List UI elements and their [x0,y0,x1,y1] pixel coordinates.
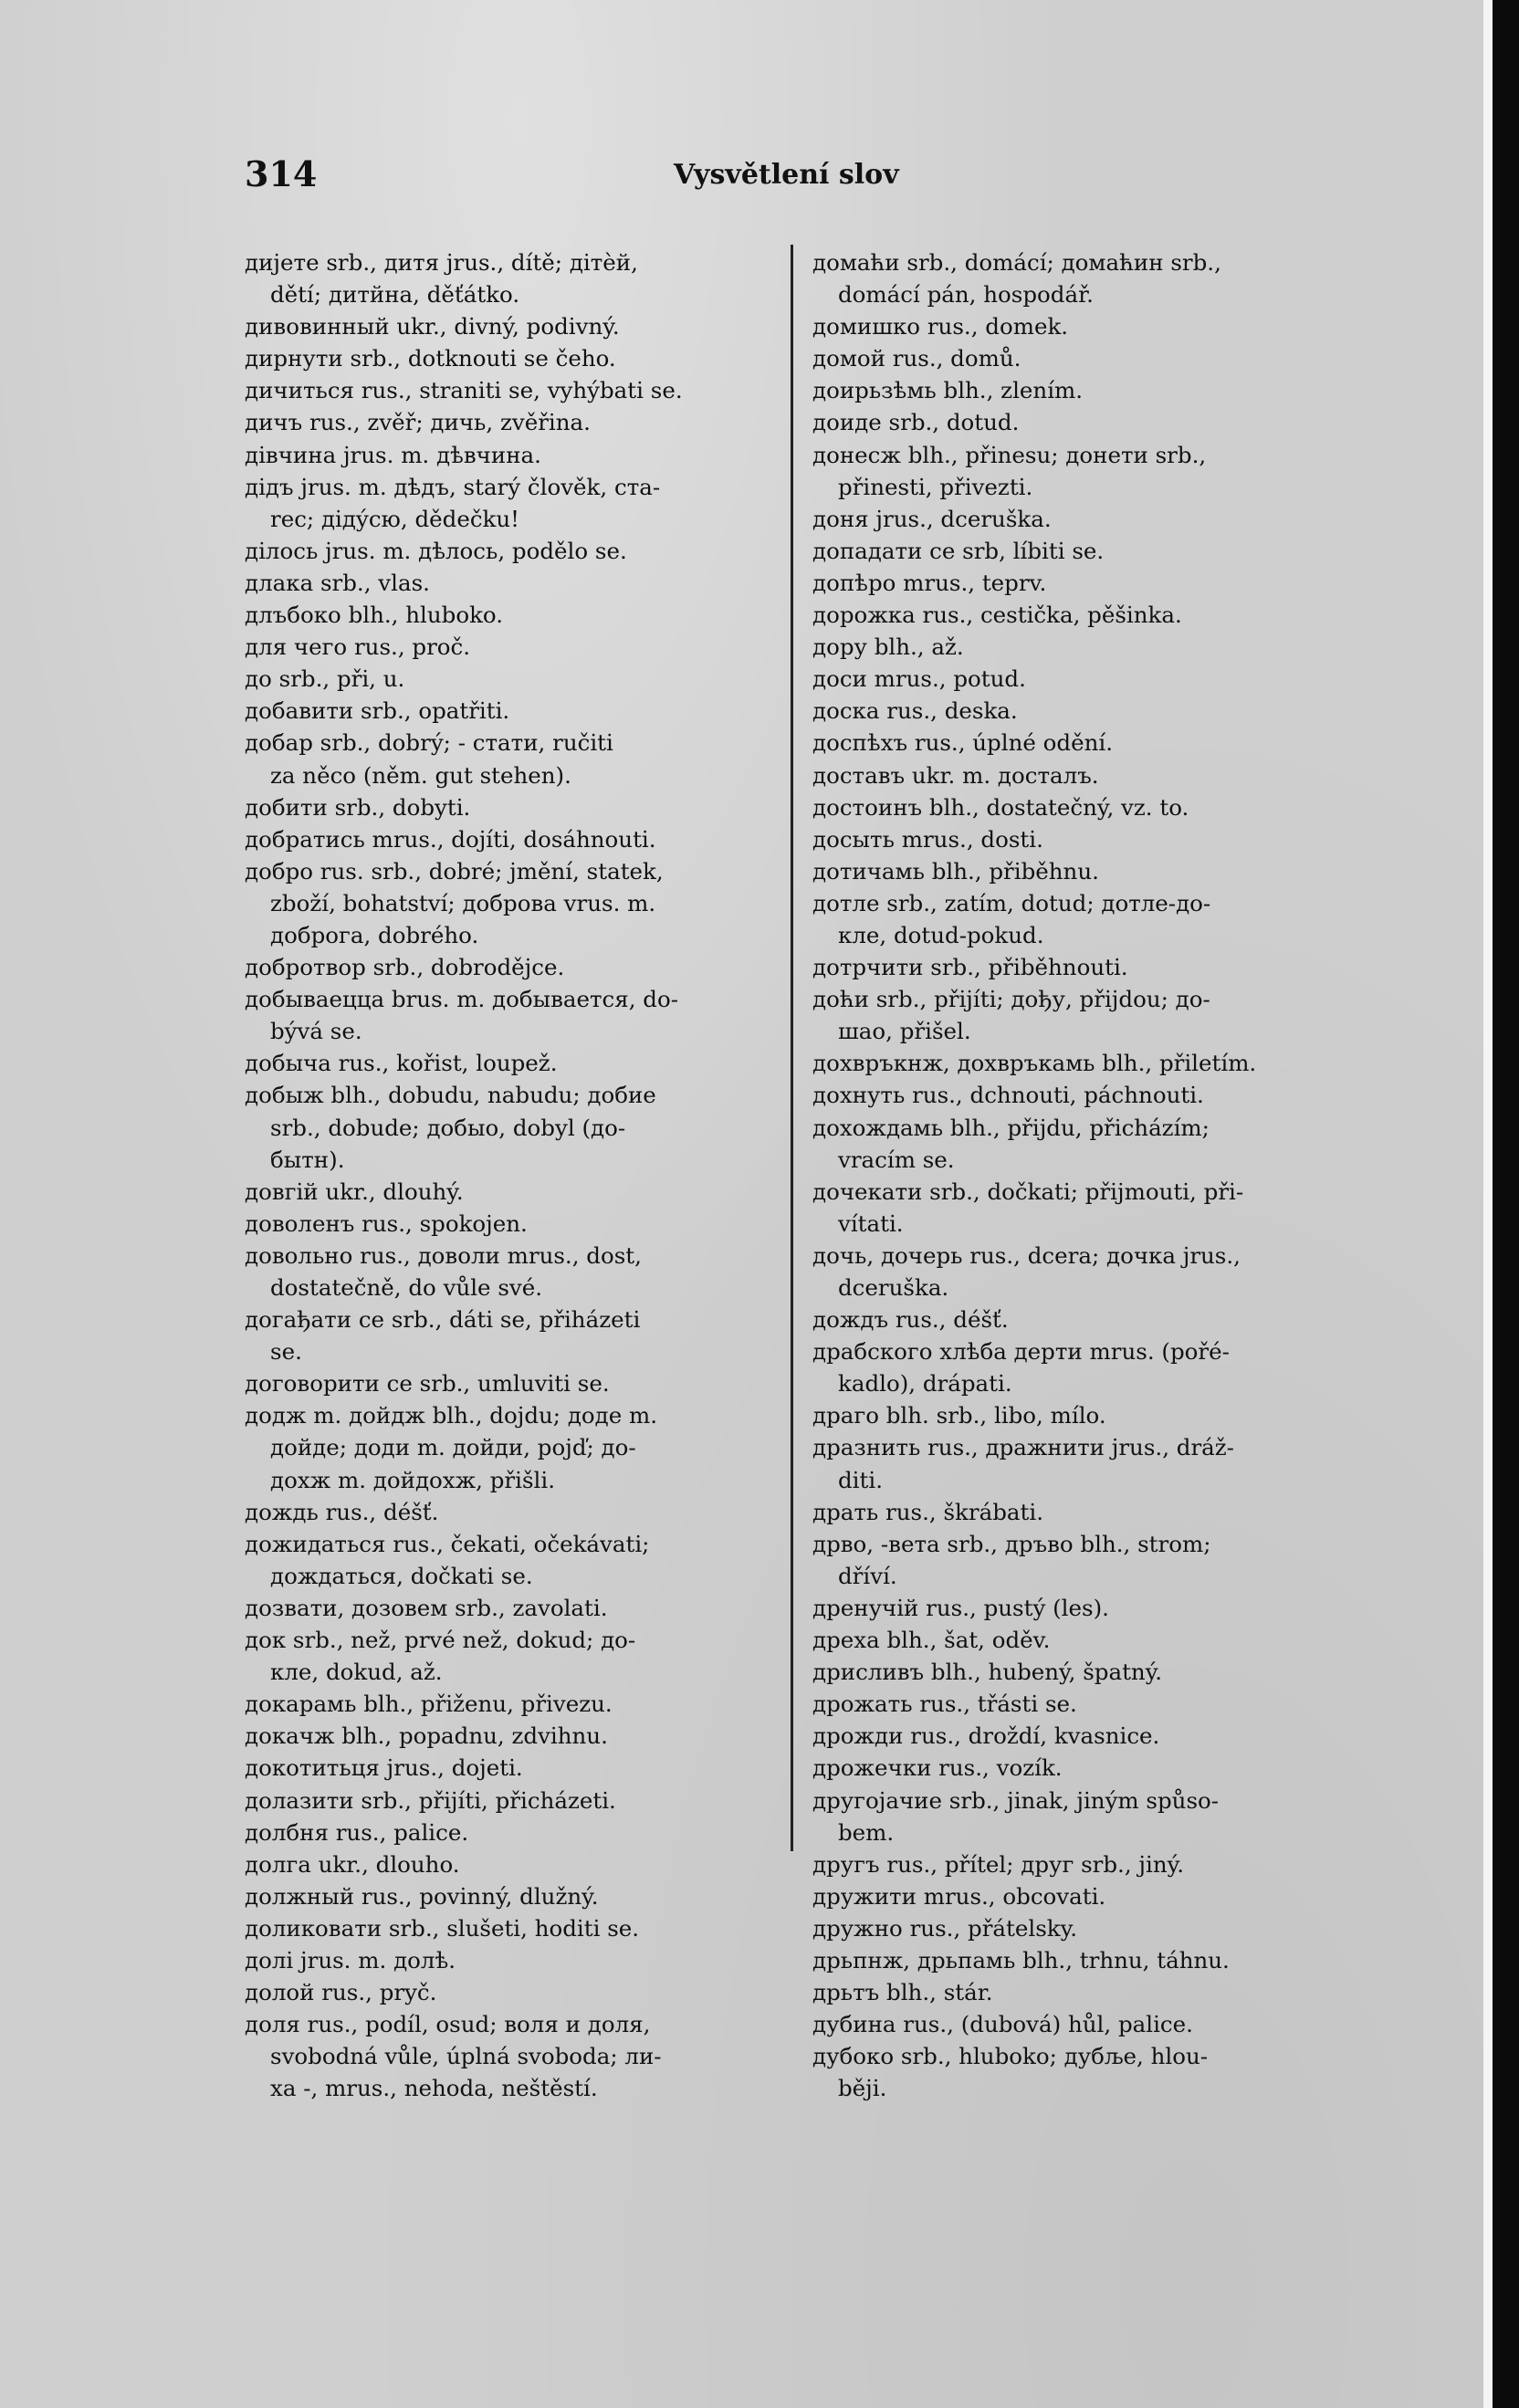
entry-line: дичъ rus., zvěř; дичь, zvěřina. [245,409,591,436]
entry-line: догађати се srb., dáti se, přiházeti [245,1306,641,1334]
dictionary-entry [812,1496,1351,1528]
entry-line: добыж blh., dobudu, nabudu; добие [245,1082,656,1109]
dictionary-entry [812,2040,1351,2104]
dictionary-entry [812,1944,1351,1976]
entry-line: добар srb., dobrý; - стати, ručiti [245,729,613,757]
entry-line: дохождамь blh., přijdu, přicházím; [812,1114,1210,1141]
entry-continuation-line: доброга, dobrého. [270,921,479,948]
entry-continuation-line: domácí pán, hospodář. [838,281,1094,309]
entry-line: драбского хлѣба дерти mrus. (pořé- [812,1338,1230,1366]
page-edge [1483,0,1493,2408]
dictionary-entry [245,342,774,374]
entry-line: доволенъ rus., spokojen. [245,1209,528,1237]
entry-continuation-line: přinesti, přivezti. [838,473,1033,500]
dictionary-entry [812,1431,1351,1495]
entry-line: добротвор srb., dobrodějce. [245,954,565,981]
entry-line: домаћи srb., domácí; домаћин srb., [812,249,1221,276]
entry-line: доирьзѣмь blh., zlením. [812,377,1084,404]
entry-continuation-line: diti. [838,1466,883,1493]
dictionary-entry [812,1528,1351,1592]
dictionary-entry [245,791,774,823]
dictionary-entry [245,951,774,983]
dictionary-entry [245,1079,774,1175]
entry-line: долбня rus., palice. [245,1818,469,1846]
entry-line: добываецца brus. m. добывается, do- [245,986,679,1013]
entry-continuation-line: dříví. [838,1562,897,1589]
dictionary-entry [245,1752,774,1784]
entry-continuation-line: дождаться, dočkati se. [270,1562,533,1589]
dictionary-entry [812,567,1351,599]
entry-line: достоинъ blh., dostatečný, vz. to. [812,793,1189,821]
entry-line: додж m. дойдж blh., dojdu; доде m. [245,1402,658,1429]
entry-line: дрожди rus., droždí, kvasnice. [812,1722,1160,1750]
entry-line: дружити mrus., obcovati. [812,1882,1106,1910]
dictionary-entry [245,1848,774,1880]
dictionary-entry [245,535,774,567]
dictionary-entry [812,1976,1351,2008]
dictionary-entry [245,246,774,310]
entry-continuation-line: бытн). [270,1146,345,1173]
dictionary-entry [812,1335,1351,1399]
entry-line: для чего rus., proč. [245,633,471,661]
dictionary-entry [245,1496,774,1528]
dictionary-entry [812,1079,1351,1111]
entry-line: дохвръкнж, дохвръкамь blh., přiletím. [812,1050,1257,1077]
entry-line: дохнуть rus., dchnouti, páchnouti. [812,1082,1204,1109]
dictionary-entry [812,1912,1351,1944]
entry-line: довольно rus., доволи mrus., dost, [245,1241,642,1269]
entry-line: долазити srb., přijíti, přicházeti. [245,1786,616,1814]
entry-continuation-line: vracím se. [838,1146,955,1173]
dictionary-entry [245,1976,774,2008]
entry-line: дрисливъ blh., hubený, špatný. [812,1659,1163,1686]
entry-line: долі jrus. m. долѣ. [245,1946,456,1974]
entry-line: допѣро mrus., teprv. [812,569,1047,596]
entry-line: ділось jrus. m. дѣлось, podělo se. [245,537,627,564]
entry-continuation-line: bývá se. [270,1018,362,1045]
dictionary-entry [812,855,1351,887]
dictionary-entry [812,727,1351,759]
entry-line: добратись mrus., dojíti, dosáhnouti. [245,825,656,853]
entry-continuation-line: шао, přišel. [838,1018,971,1045]
dictionary-entry [812,342,1351,374]
dictionary-entry [245,1240,774,1303]
entry-line: дијете srb., дитя jrus., dítě; дітèй, [245,249,638,276]
dictionary-entry [812,823,1351,855]
entry-continuation-line: bem. [838,1818,895,1846]
entry-line: должный rus., povinný, dlužný. [245,1882,599,1910]
entry-continuation-line: кле, dokud, až. [270,1659,443,1686]
entry-line: докарамь blh., přiženu, přivezu. [245,1691,613,1718]
dictionary-entry [812,535,1351,567]
entry-line: длака srb., vlas. [245,569,430,596]
entry-line: домишко rus., domek. [812,313,1069,340]
dictionary-entry [812,887,1351,951]
dictionary-entry [245,1816,774,1848]
dictionary-entry [812,1880,1351,1912]
dictionary-entry [245,727,774,790]
dictionary-entry [245,1528,774,1592]
entry-line: доси mrus., potud. [812,665,1026,693]
dictionary-entry [245,1688,774,1720]
entry-line: дружно rus., přátelsky. [812,1914,1077,1942]
entry-line: дору blh., až. [812,633,964,661]
entry-continuation-line: дохж m. дойдохж, přišli. [270,1466,555,1493]
entry-line: доиде srb., dotud. [812,409,1020,436]
dictionary-entry [812,1624,1351,1656]
entry-line: досыть mrus., dosti. [812,825,1043,853]
entry-line: дубоко srb., hluboko; дубље, hlou- [812,2043,1209,2070]
entry-line: докотитьця jrus., dojeti. [245,1754,523,1782]
entry-continuation-line: se. [270,1338,302,1366]
entry-line: добро rus. srb., dobré; jmění, statek, [245,857,664,885]
dictionary-entry [812,663,1351,695]
dictionary-entry [245,663,774,695]
entry-line: другојачие srb., jinak, jiným spůso- [812,1786,1220,1814]
entry-line: дождь rus., déšť. [245,1498,439,1525]
entry-continuation-line: svobodná vůle, úplná svoboda; ли- [270,2043,662,2070]
entry-line: довгій ukr., dlouhý. [245,1178,464,1205]
dictionary-entry [245,406,774,438]
dictionary-entry [245,310,774,342]
dictionary-entry [812,1399,1351,1431]
dictionary-entry [245,1880,774,1912]
entry-line: дрьтъ blh., stár. [812,1979,993,2006]
entry-line: длъбоко blh., hluboko. [245,602,504,629]
entry-line: дівчина jrus. m. дѣвчина. [245,441,541,468]
dictionary-entry [812,1303,1351,1335]
entry-continuation-line: dceruška. [838,1274,949,1301]
dictionary-entry [245,567,774,599]
entry-line: дождъ rus., déšť. [812,1306,1009,1334]
dictionary-entry [812,791,1351,823]
dictionary-entry [812,1785,1351,1848]
entry-continuation-line: kadlo), drápati. [838,1370,1012,1398]
entry-line: дрьпнж, дрьпамь blh., trhnu, táhnu. [812,1946,1230,1974]
dictionary-entry [812,2008,1351,2040]
entry-line: дорожка rus., cestička, pěšinka. [812,602,1182,629]
entry-continuation-line: dětí; дитйна, děťátko. [270,281,520,309]
dictionary-entry [245,1592,774,1624]
entry-line: донесж blh., přinesu; донети srb., [812,441,1207,468]
dictionary-entry [245,1785,774,1816]
dictionary-entry [812,983,1351,1047]
dictionary-entry [245,374,774,406]
dictionary-entry [245,823,774,855]
dictionary-entry [245,1912,774,1944]
entry-line: дотле srb., zatím, dotud; дотле-до- [812,889,1211,916]
entry-line: доликовати srb., slušeti, hoditi se. [245,1914,640,1942]
page-header [245,153,911,208]
dictionary-entry [245,439,774,471]
dictionary-entry [245,855,774,951]
entry-line: домой rus., domů. [812,345,1021,372]
entry-line: дотичамь blh., přiběhnu. [812,857,1099,885]
dictionary-entry [245,983,774,1047]
dictionary-entry [245,1303,774,1367]
entry-line: док srb., než, prvé než, dokud; до- [245,1627,636,1654]
entry-line: доћи srb., přijíti; дођу, přijdou; до- [812,986,1210,1013]
entry-continuation-line: za něco (něm. gut stehen). [270,761,571,789]
dictionary-entry [812,1592,1351,1624]
dictionary-entry [245,1624,774,1688]
dictionary-entry [245,1399,774,1495]
entry-line: дренучій rus., pustý (les). [812,1594,1109,1621]
dictionary-entry [812,1656,1351,1688]
entry-line: до srb., při, u. [245,665,405,693]
entry-line: дирнути srb., dotknouti se čeho. [245,345,616,372]
entry-line: добити srb., dobyti. [245,793,471,821]
entry-line: дідъ jrus. m. дѣдъ, starý člověk, ста- [245,473,661,500]
entry-line: доня jrus., dceruška. [812,505,1052,532]
dictionary-entry [245,631,774,663]
entry-continuation-line: кле, dotud-pokud. [838,921,1044,948]
entry-continuation-line: дойде; доди m. дойди, pojď; до- [270,1434,636,1461]
entry-line: дубина rus., (dubová) hůl, palice. [812,2011,1193,2038]
entry-continuation-line: srb., dobude; добыо, dobyl (до- [270,1114,626,1141]
dictionary-entry [245,2008,774,2104]
entry-continuation-line: rec; дідýсю, dědečku! [270,505,520,532]
dictionary-entry [812,631,1351,663]
entry-line: дреха blh., šat, oděv. [812,1627,1051,1654]
dictionary-entry [812,1720,1351,1752]
dictionary-entry [245,1208,774,1240]
entry-continuation-line: ха -, mrus., nehoda, neštěstí. [270,2075,598,2102]
entry-line: допадати се srb, líbiti se. [812,537,1105,564]
entry-continuation-line: běji. [838,2075,887,2102]
running-title: Vysvětlení slov [674,159,899,191]
entry-line: добавити srb., opatřiti. [245,697,510,725]
dictionary-entry [812,1047,1351,1079]
entry-line: дотрчити srb., přiběhnouti. [812,954,1128,981]
column-divider [791,245,793,1851]
dictionary-entry [245,695,774,727]
entry-continuation-line: dostatečně, do vůle své. [270,1274,543,1301]
entry-line: доля rus., podíl, osud; воля и доля, [245,2011,651,2038]
entry-line: дрво, -вета srb., дръво blh., strom; [812,1530,1211,1557]
dictionary-entry [812,1240,1351,1303]
right-column [812,246,1351,2104]
entry-line: дрожать rus., třásti se. [812,1691,1077,1718]
dictionary-entry [245,1176,774,1208]
dictionary-entry [812,599,1351,631]
entry-line: доска rus., deska. [812,697,1018,725]
dictionary-entry [245,599,774,631]
dictionary-entry [245,1367,774,1399]
dictionary-entry [812,406,1351,438]
dictionary-entry [812,1688,1351,1720]
entry-line: дожидаться rus., čekati, očekávati; [245,1530,650,1557]
dictionary-entry [812,1752,1351,1784]
entry-line: докачж blh., popadnu, zdvihnu. [245,1722,608,1750]
entry-line: дичиться rus., straniti se, vyhýbati se. [245,377,683,404]
entry-line: дрожечки rus., vozík. [812,1754,1063,1782]
entry-line: доспѣхъ rus., úplné odění. [812,729,1113,757]
entry-line: дразнить rus., дражнити jrus., dráž- [812,1434,1234,1461]
dictionary-entry [245,1047,774,1079]
entry-line: дочь, дочерь rus., dcera; дочка jrus., [812,1241,1241,1269]
left-column [245,246,774,2104]
dictionary-entry [245,1944,774,1976]
entry-line: дозвати, дозовем srb., zavolati. [245,1594,608,1621]
dictionary-entry [812,1176,1351,1240]
entry-line: доставъ ukr. m. досталъ. [812,761,1099,789]
entry-line: договорити се srb., umluviti se. [245,1370,610,1398]
entry-line: дочекати srb., dočkati; přijmouti, při- [812,1178,1244,1205]
page-number: 314 [245,153,318,194]
dictionary-entry [812,246,1351,310]
dictionary-entry [245,1720,774,1752]
dictionary-entry [812,374,1351,406]
dictionary-entry [812,1848,1351,1880]
dictionary-entry [812,310,1351,342]
dictionary-entry [812,439,1351,503]
dictionary-entry [812,503,1351,535]
entry-line: добыча rus., kořist, loupež. [245,1050,558,1077]
entry-continuation-line: zboží, bohatství; доброва vrus. m. [270,889,656,916]
dictionary-entry [812,951,1351,983]
entry-continuation-line: vítati. [838,1209,904,1237]
dictionary-entry [812,695,1351,727]
entry-line: другъ rus., přítel; друг srb., jiný. [812,1850,1185,1878]
entry-line: дивовинный ukr., divný, podivný. [245,313,620,340]
entry-line: долой rus., pryč. [245,1979,437,2006]
dictionary-entry [245,471,774,535]
entry-line: драго blh. srb., libo, mílo. [812,1402,1106,1429]
entry-line: драть rus., škrábati. [812,1498,1043,1525]
entry-line: долга ukr., dlouho. [245,1850,460,1878]
dictionary-entry [812,1112,1351,1176]
dictionary-entry [812,759,1351,791]
